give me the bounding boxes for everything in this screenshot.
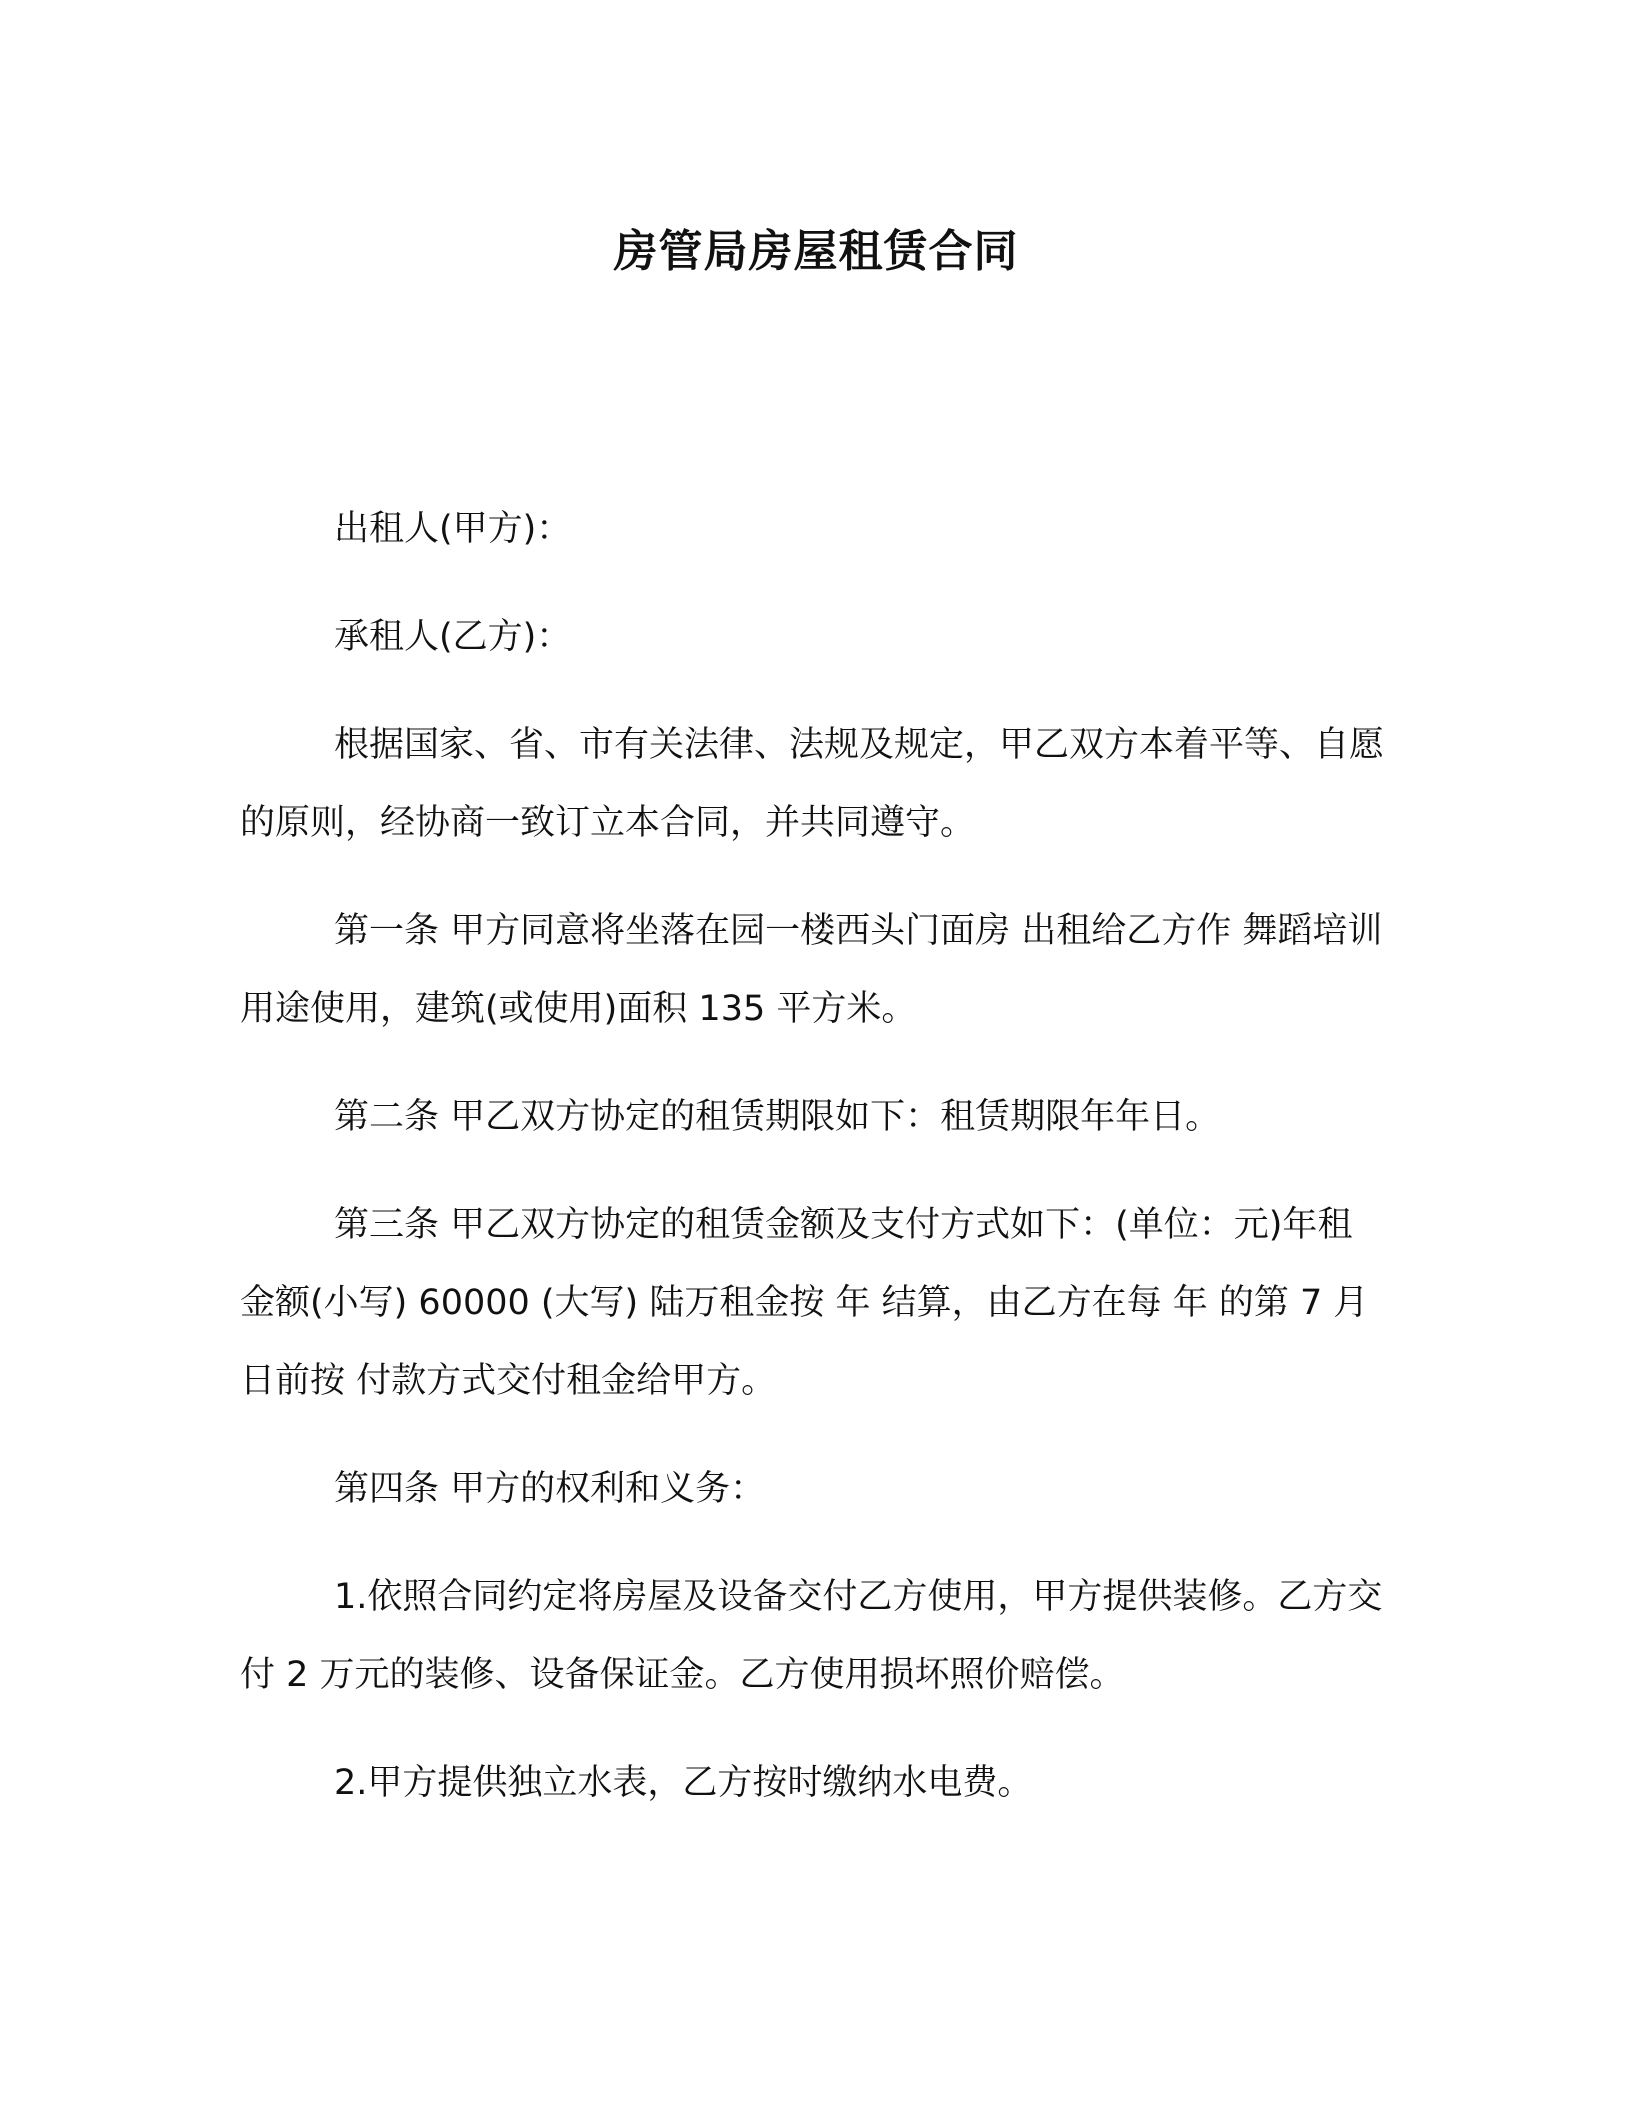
article-4-item-1: 1.依照合同约定将房屋及设备交付乙方使用，甲方提供装修。乙方交付 2 万元的装修、设备保证金。乙方使用损坏照价赔偿。 bbox=[240, 1577, 1383, 1695]
article-2-paragraph: 第二条 甲乙双方协定的租赁期限如下：租赁期限年年日。 bbox=[334, 1097, 1221, 1137]
lessee-line: 承租人(乙方)： bbox=[334, 617, 572, 657]
document-title: 房管局房屋租赁合同 bbox=[613, 226, 1019, 277]
article-3-paragraph: 第三条 甲乙双方协定的租赁金额及支付方式如下：(单位：元)年租金额(小写) 60000 (大写) 陆万租金按 年 结算，由乙方在每 年 的第 7 月 日前按 付款方式交付租金给甲方。 bbox=[240, 1205, 1369, 1401]
preamble-paragraph: 根据国家、省、市有关法律、法规及规定，甲乙双方本着平等、自愿的原则，经协商一致订立本合同，并共同遵守。 bbox=[240, 725, 1385, 843]
document-body bbox=[240, 490, 1384, 1852]
article-4-heading: 第四条 甲方的权利和义务： bbox=[334, 1469, 766, 1509]
article-1-paragraph: 第一条 甲方同意将坐落在园一楼西头门面房 出租给乙方作 舞蹈培训 用途使用，建筑(或使用)面积 135 平方米。 bbox=[240, 911, 1383, 1029]
article-4-item-2: 2.甲方提供独立水表，乙方按时缴纳水电费。 bbox=[334, 1763, 1033, 1803]
lessor-line: 出租人(甲方)： bbox=[334, 509, 572, 549]
